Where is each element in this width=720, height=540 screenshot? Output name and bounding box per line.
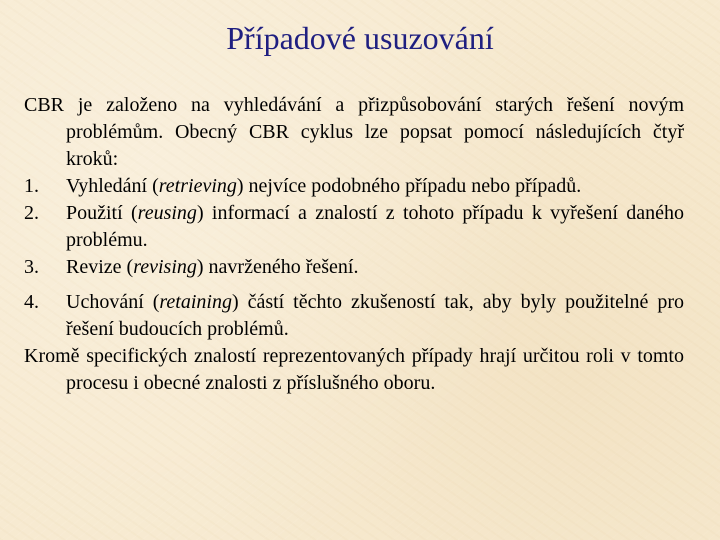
list-item-number: 3.: [24, 256, 39, 278]
list-item-term: reusing: [137, 202, 197, 224]
list-item-text-after: ) informací a znalostí z tohoto případu k vyřešení daného problému.: [66, 202, 684, 251]
outro-paragraph: Kromě specifických znalostí reprezentovaných případy hrají určitou roli v tomto procesu i obecné znalosti z příslušného oboru.: [24, 345, 684, 394]
list-item-retrieving: [24, 173, 684, 200]
list-item-reusing: [24, 200, 684, 254]
list-item-text-before: Vyhledání (: [66, 175, 159, 197]
list-item-text-after: ) navrženého řešení.: [196, 256, 359, 278]
list-item-text-after: ) nejvíce podobného případu nebo případů.: [236, 175, 582, 197]
list-item-number: 4.: [24, 291, 39, 313]
list-item-text-before: Uchování (: [66, 291, 160, 313]
list-item-number: 2.: [24, 202, 39, 224]
slide-body: [24, 92, 684, 397]
list-item-text-before: Použití (: [66, 202, 138, 224]
list-item-term: revising: [133, 256, 197, 278]
list-item-retaining: [24, 289, 684, 343]
list-item-term: retrieving: [158, 175, 237, 197]
intro-paragraph: CBR je založeno na vyhledávání a přizpůsobování starých řešení novým problémům. Obecný CBR cyklus lze popsat pomocí následujících čtyř kroků:: [24, 94, 684, 170]
list-item-text-before: Revize (: [66, 256, 134, 278]
list-item-text-after: ) částí těchto zkušeností tak, aby byly použitelné pro řešení budoucích problémů.: [66, 291, 684, 340]
slide-title: Případové usuzování: [226, 20, 494, 56]
list-item-revising: [24, 254, 684, 281]
list-item-number: 1.: [24, 175, 39, 197]
list-item-term: retaining: [159, 291, 232, 313]
